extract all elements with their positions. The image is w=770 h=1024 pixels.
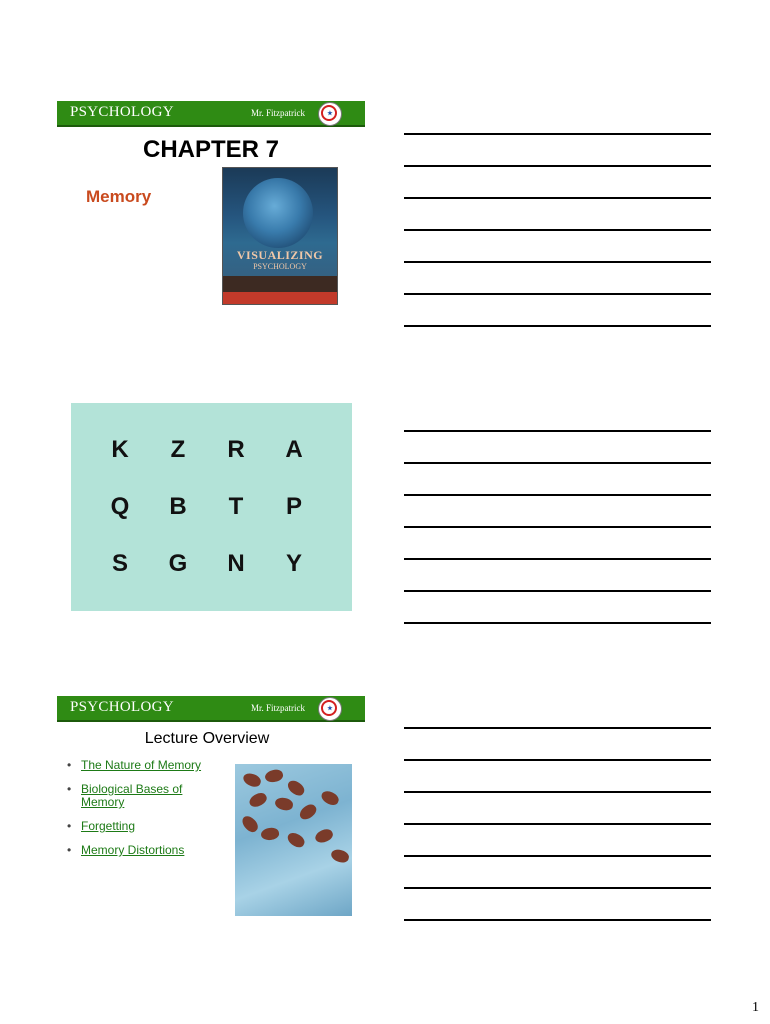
- textbook-cover-image: [222, 167, 338, 305]
- chapter-subtitle: Memory: [86, 187, 152, 206]
- list-item: [65, 759, 229, 772]
- grid-letter: S: [111, 550, 128, 577]
- school-logo-icon: ★: [318, 697, 342, 721]
- slide-lecture-overview: [57, 696, 365, 918]
- grid-letter: A: [285, 436, 303, 463]
- grid-letter: G: [168, 550, 188, 577]
- book-cover-title: VISUALIZING: [236, 248, 324, 262]
- page-number: 1: [752, 1000, 759, 1015]
- grid-letter: Z: [170, 436, 186, 463]
- grid-letter: R: [227, 436, 245, 463]
- leaves-in-water-image: [235, 764, 352, 916]
- slide-chapter-title: [57, 101, 365, 311]
- grid-letter: P: [285, 493, 302, 520]
- overview-bullet-list: [65, 759, 229, 868]
- header-title: PSYCHOLOGY: [70, 699, 174, 715]
- book-cover-subtitle: PSYCHOLOGY: [253, 262, 307, 271]
- header-title: PSYCHOLOGY: [70, 104, 174, 120]
- list-item: [65, 820, 229, 833]
- header-author: Mr. Fitzpatrick: [251, 703, 305, 713]
- slide-header: [57, 101, 365, 127]
- list-item: [65, 783, 229, 809]
- header-author: Mr. Fitzpatrick: [251, 108, 305, 118]
- slide-header: [57, 696, 365, 722]
- list-item: [65, 844, 229, 857]
- grid-letter: T: [228, 493, 244, 520]
- lecture-overview-title: Lecture Overview: [144, 730, 270, 747]
- grid-letter: Q: [110, 493, 130, 520]
- grid-letter: K: [111, 436, 129, 463]
- link-forgetting[interactable]: Forgetting: [81, 819, 136, 833]
- link-memory-distortions[interactable]: Memory Distortions: [81, 843, 185, 857]
- letter-grid-slide: [71, 403, 352, 611]
- chapter-title: CHAPTER 7: [142, 136, 280, 163]
- link-biological-bases[interactable]: Biological Bases of Memory: [81, 782, 183, 809]
- grid-letter: B: [169, 493, 187, 520]
- grid-letter: Y: [285, 550, 302, 577]
- link-nature-of-memory[interactable]: The Nature of Memory: [81, 758, 202, 772]
- grid-letter: N: [227, 550, 245, 577]
- school-logo-icon: ★: [318, 102, 342, 126]
